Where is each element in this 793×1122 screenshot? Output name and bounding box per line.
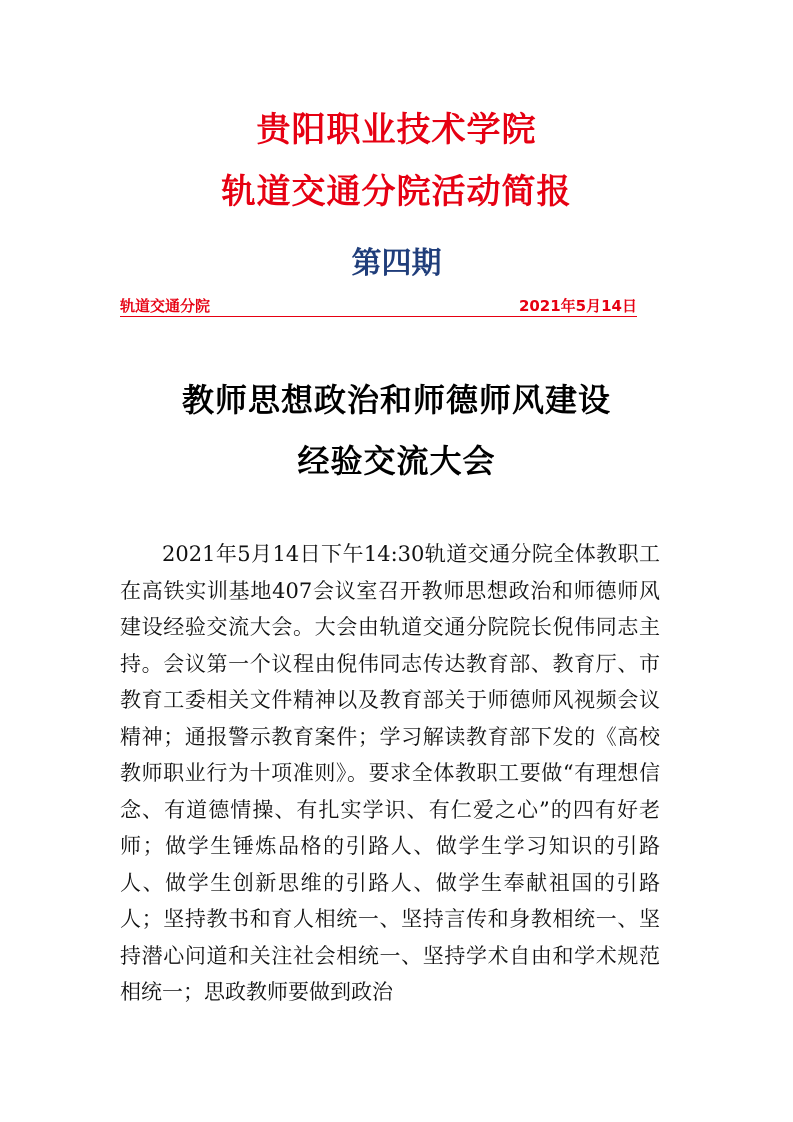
school-title: 贵阳职业技术学院 [256, 110, 537, 150]
publish-date: 2021年5月14日 [518, 297, 637, 315]
article-paragraph: 2021年5月14日下午14:30轨道交通分院全体教职工在高铁实训基地407会议室召开教师思想政治和师德师风建设经验交流大会。大会由轨道交通分院院长倪伟同志主持。会议第一个议程由倪伟同志传达教育部、教育厅、市教育工委相关文件精神以及教育部关于师德师风视频会议精神；通报警示教育案件；学习解读教育部下发的《高校教师职业行为十项准则》。要求全体教职工要做“有理想信念、有道德情操、有扎实学识、有仁爱之心”的四有好老师；做学生锤炼品格的引路人、做学生学习知识的引路人、做学生创新思维的引路人、做学生奉献祖国的引路人；坚持教书和育人相统一、坚持言传和身教相统一、坚持潜心问道和关注社会相统一、坚持学术自由和学术规范相统一；思政教师要做到政治 [120, 542, 660, 1004]
article-headline-line2: 经验交流大会 [297, 442, 496, 480]
masthead-line [120, 296, 637, 317]
department-name: 轨道交通分院 [120, 297, 211, 315]
issue-number: 第四期 [351, 246, 442, 281]
article-headline-line1: 教师思想政治和师德师风建设 [181, 381, 611, 419]
bulletin-title: 轨道交通分院活动简报 [221, 172, 572, 212]
